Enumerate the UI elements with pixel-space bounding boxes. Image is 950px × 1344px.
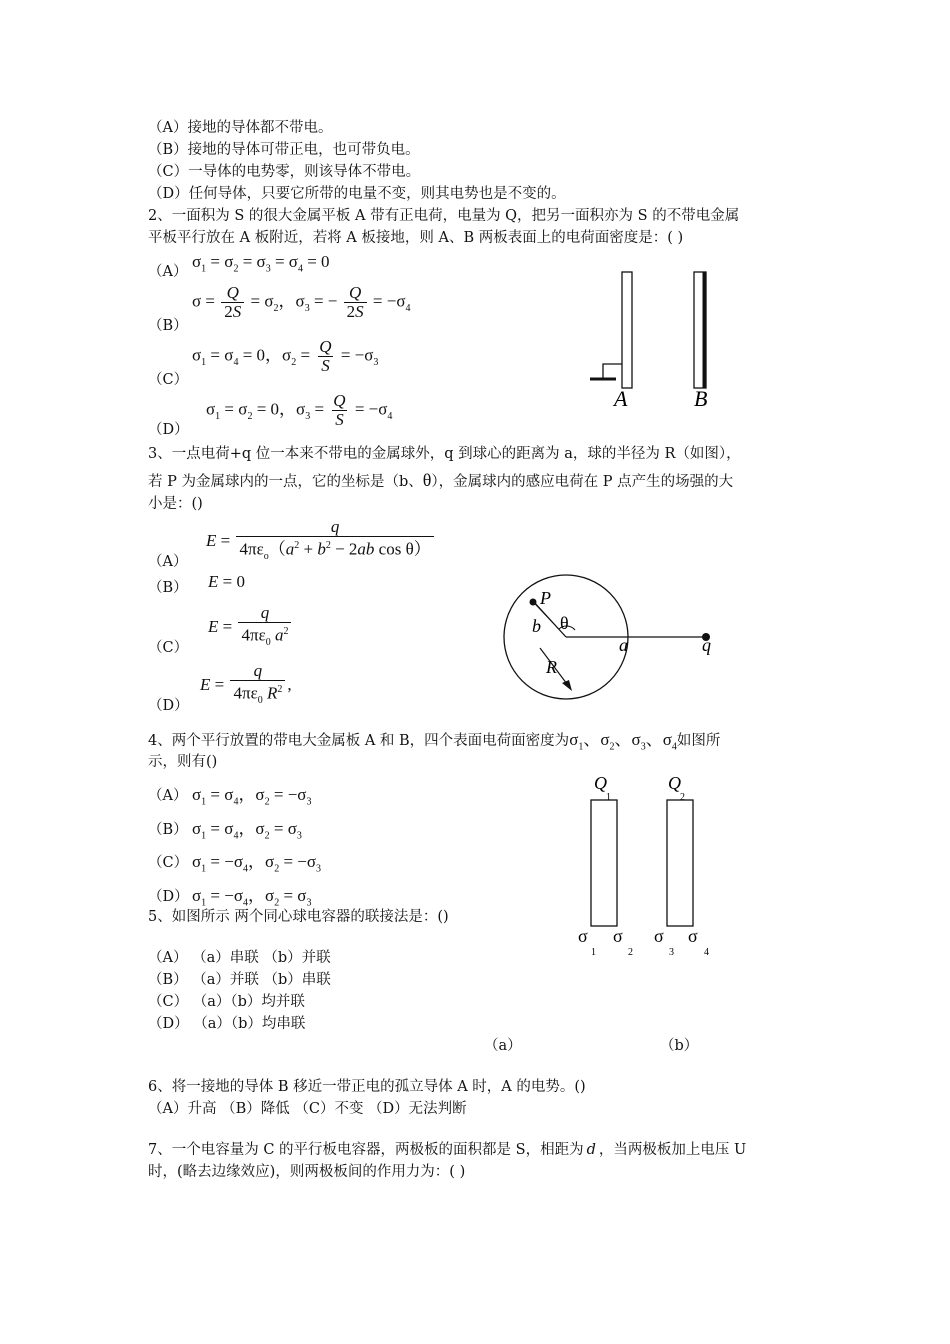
q5-option-d: （D） （a）（b）均串联 — [148, 1016, 306, 1032]
label-q2: Q — [668, 773, 681, 793]
q2-stem-line1: 2、一面积为 S 的很大金属平板 A 带有正电荷，电量为 Q，把另一面积亦为 S 的不带电金属 — [148, 208, 740, 224]
svg-text:1: 1 — [591, 947, 596, 958]
svg-text:2: 2 — [680, 792, 685, 803]
label-theta: θ — [560, 613, 569, 633]
q5-option-b: （B） （a）并联 （b）串联 — [148, 972, 331, 988]
label-q: q — [702, 635, 711, 655]
q2-formula-c: $\sigma_1 = \sigma_4 = 0$，$\sigma_2$ = $\frac{Q}{S}$ = $-\sigma_3$ — [192, 337, 379, 375]
q4-stem-line2: 示，则有() — [148, 754, 218, 770]
q7-stem-line1a: 7、一个电容量为 C 的平行板电容器，两极板的面积都是 S，相距为 — [148, 1142, 584, 1158]
q3-stem-line3: 小是：() — [148, 496, 203, 512]
plate-2 — [667, 800, 693, 926]
q7-distance-d: d — [586, 1142, 596, 1158]
q2-label-d: （D） — [148, 422, 189, 438]
q4-formula-c: $\sigma_1 = -\sigma_4$，$\sigma_2 = -\sigma_3$ — [192, 852, 322, 875]
q5-figure-b-caption: （b） — [660, 1038, 699, 1054]
q5-option-a: （A） （a）串联 （b）并联 — [148, 950, 331, 966]
fig-label-a: A — [614, 386, 628, 411]
q7-stem-line1 — [148, 1140, 746, 1160]
q3-stem-line1: 3、一点电荷+q 位一本来不带电的金属球外，q 到球心的距离为 a，球的半径为 R（如图）， — [148, 446, 741, 462]
q5-stem: 5、如图所示 两个同心球电容器的联接法是：() — [148, 909, 449, 925]
q6-stem: 6、将一接地的导体 B 移近一带正电的孤立导体 A 时，A 的电势。() — [148, 1079, 586, 1095]
svg-text:3: 3 — [669, 947, 674, 958]
q1-option-c: （C）一导体的电势零，则该导体不带电。 — [148, 164, 421, 180]
q4-stem-line1a: 4、两个平行放置的带电大金属板 A 和 B，四个表面电荷面密度为 — [148, 733, 570, 749]
q2-label-a: （A） — [148, 264, 188, 280]
svg-text:4: 4 — [704, 947, 709, 958]
q2-formula-a: $\sigma_1 = \sigma_2 = \sigma_3 = \sigma_4 = 0$ — [192, 252, 330, 275]
q3-label-a: （A） — [148, 554, 188, 570]
q1-option-d: （D）任何导体，只要它所带的电量不变，则其电势也是不变的。 — [148, 186, 566, 202]
q5-option-c: （C） （a）（b）均并联 — [148, 994, 305, 1010]
q3-formula-a: E = $\frac{q}{4\pi\varepsilon_o(a^2 + b^2 - 2ab \cos \theta)}$ — [206, 518, 436, 566]
label-sigma4: σ — [688, 926, 698, 946]
q3-formula-c: E = $\frac{q}{4\pi\varepsilon_0 a^2}$ — [208, 604, 293, 652]
q3-formula-b: E = 0 — [208, 572, 245, 591]
label-sigma1: σ — [578, 926, 588, 946]
q3-stem-line2a: 若 P 为金属球内的一点，它的坐标是（b、 — [148, 474, 423, 490]
q2-stem-line2: 平板平行放在 A 板附近，若将 A 板接地，则 A、B 两板表面上的电荷面密度是：( ) — [148, 230, 684, 246]
svg-text:1: 1 — [606, 792, 611, 803]
q4-formula-a: $\sigma_1 = \sigma_4$，$\sigma_2 = -\sigma_3$ — [192, 785, 312, 808]
q4-formula-d: $\sigma_1 = -\sigma_4$，$\sigma_2 = \sigma_3$ — [192, 886, 312, 909]
label-r: R — [546, 657, 557, 677]
q3-label-d: （D） — [148, 698, 189, 714]
q4-stem-line1b: 如图所 — [676, 733, 721, 749]
fig-label-b: B — [694, 386, 708, 411]
q7-stem-line2: 时，(略去边缘效应)，则两极板间的作用力为：( ) — [148, 1164, 466, 1180]
q4-label-d: （D） — [148, 889, 189, 905]
svg-text:2: 2 — [628, 947, 633, 958]
q7-stem-line1b: ，当两极板加上电压 U — [598, 1142, 747, 1158]
label-q1: Q — [594, 773, 607, 793]
q5-figure-a-caption: （a） — [484, 1038, 522, 1054]
q2-formula-d: $\sigma_1 = \sigma_2 = 0$，$\sigma_3$ = $\frac{Q}{S}$ = $-\sigma_4$ — [206, 391, 393, 429]
q4-label-b: （B） — [148, 822, 188, 838]
label-sigma3: σ — [654, 926, 664, 946]
q1-option-b: （B）接地的导体可带正电，也可带负电。 — [148, 142, 420, 158]
label-a: a — [619, 635, 628, 655]
q2-label-c: （C） — [148, 372, 189, 388]
plate-1 — [591, 800, 617, 926]
q2-formula-b: σ = $\frac{Q}{2S}$ = $\sigma_2$，$\sigma_3$ = − $\frac{Q}{2S}$ = $-\sigma_4$ — [192, 283, 411, 321]
label-sigma2: σ — [613, 926, 623, 946]
label-b: b — [532, 616, 541, 636]
q4-label-a: （A） — [148, 788, 188, 804]
q1-option-a: （A）接地的导体都不带电。 — [148, 120, 333, 136]
q3-label-c: （C） — [148, 640, 189, 656]
label-p: P — [540, 588, 551, 608]
q3-formula-d: E = $\frac{q}{4\pi\varepsilon_0 R^2}$ , — [200, 662, 292, 710]
q4-formula-b: $\sigma_1 = \sigma_4$，$\sigma_2 = \sigma_3$ — [192, 819, 302, 842]
q3-stem-line2b: ），金属球内的感应电荷在 P 点产生的场强的大 — [431, 474, 734, 490]
q2-label-b: （B） — [148, 318, 188, 334]
q4-sigma-list: $\sigma_1$、$\sigma_2$、$\sigma_3$、$\sigma_4$ — [569, 730, 677, 753]
q3-theta: θ — [422, 470, 432, 490]
q3-label-b: （B） — [148, 580, 188, 596]
q4-label-c: （C） — [148, 855, 189, 871]
q6-options: （A）升高 （B）降低 （C）不变 （D）无法判断 — [148, 1101, 467, 1117]
